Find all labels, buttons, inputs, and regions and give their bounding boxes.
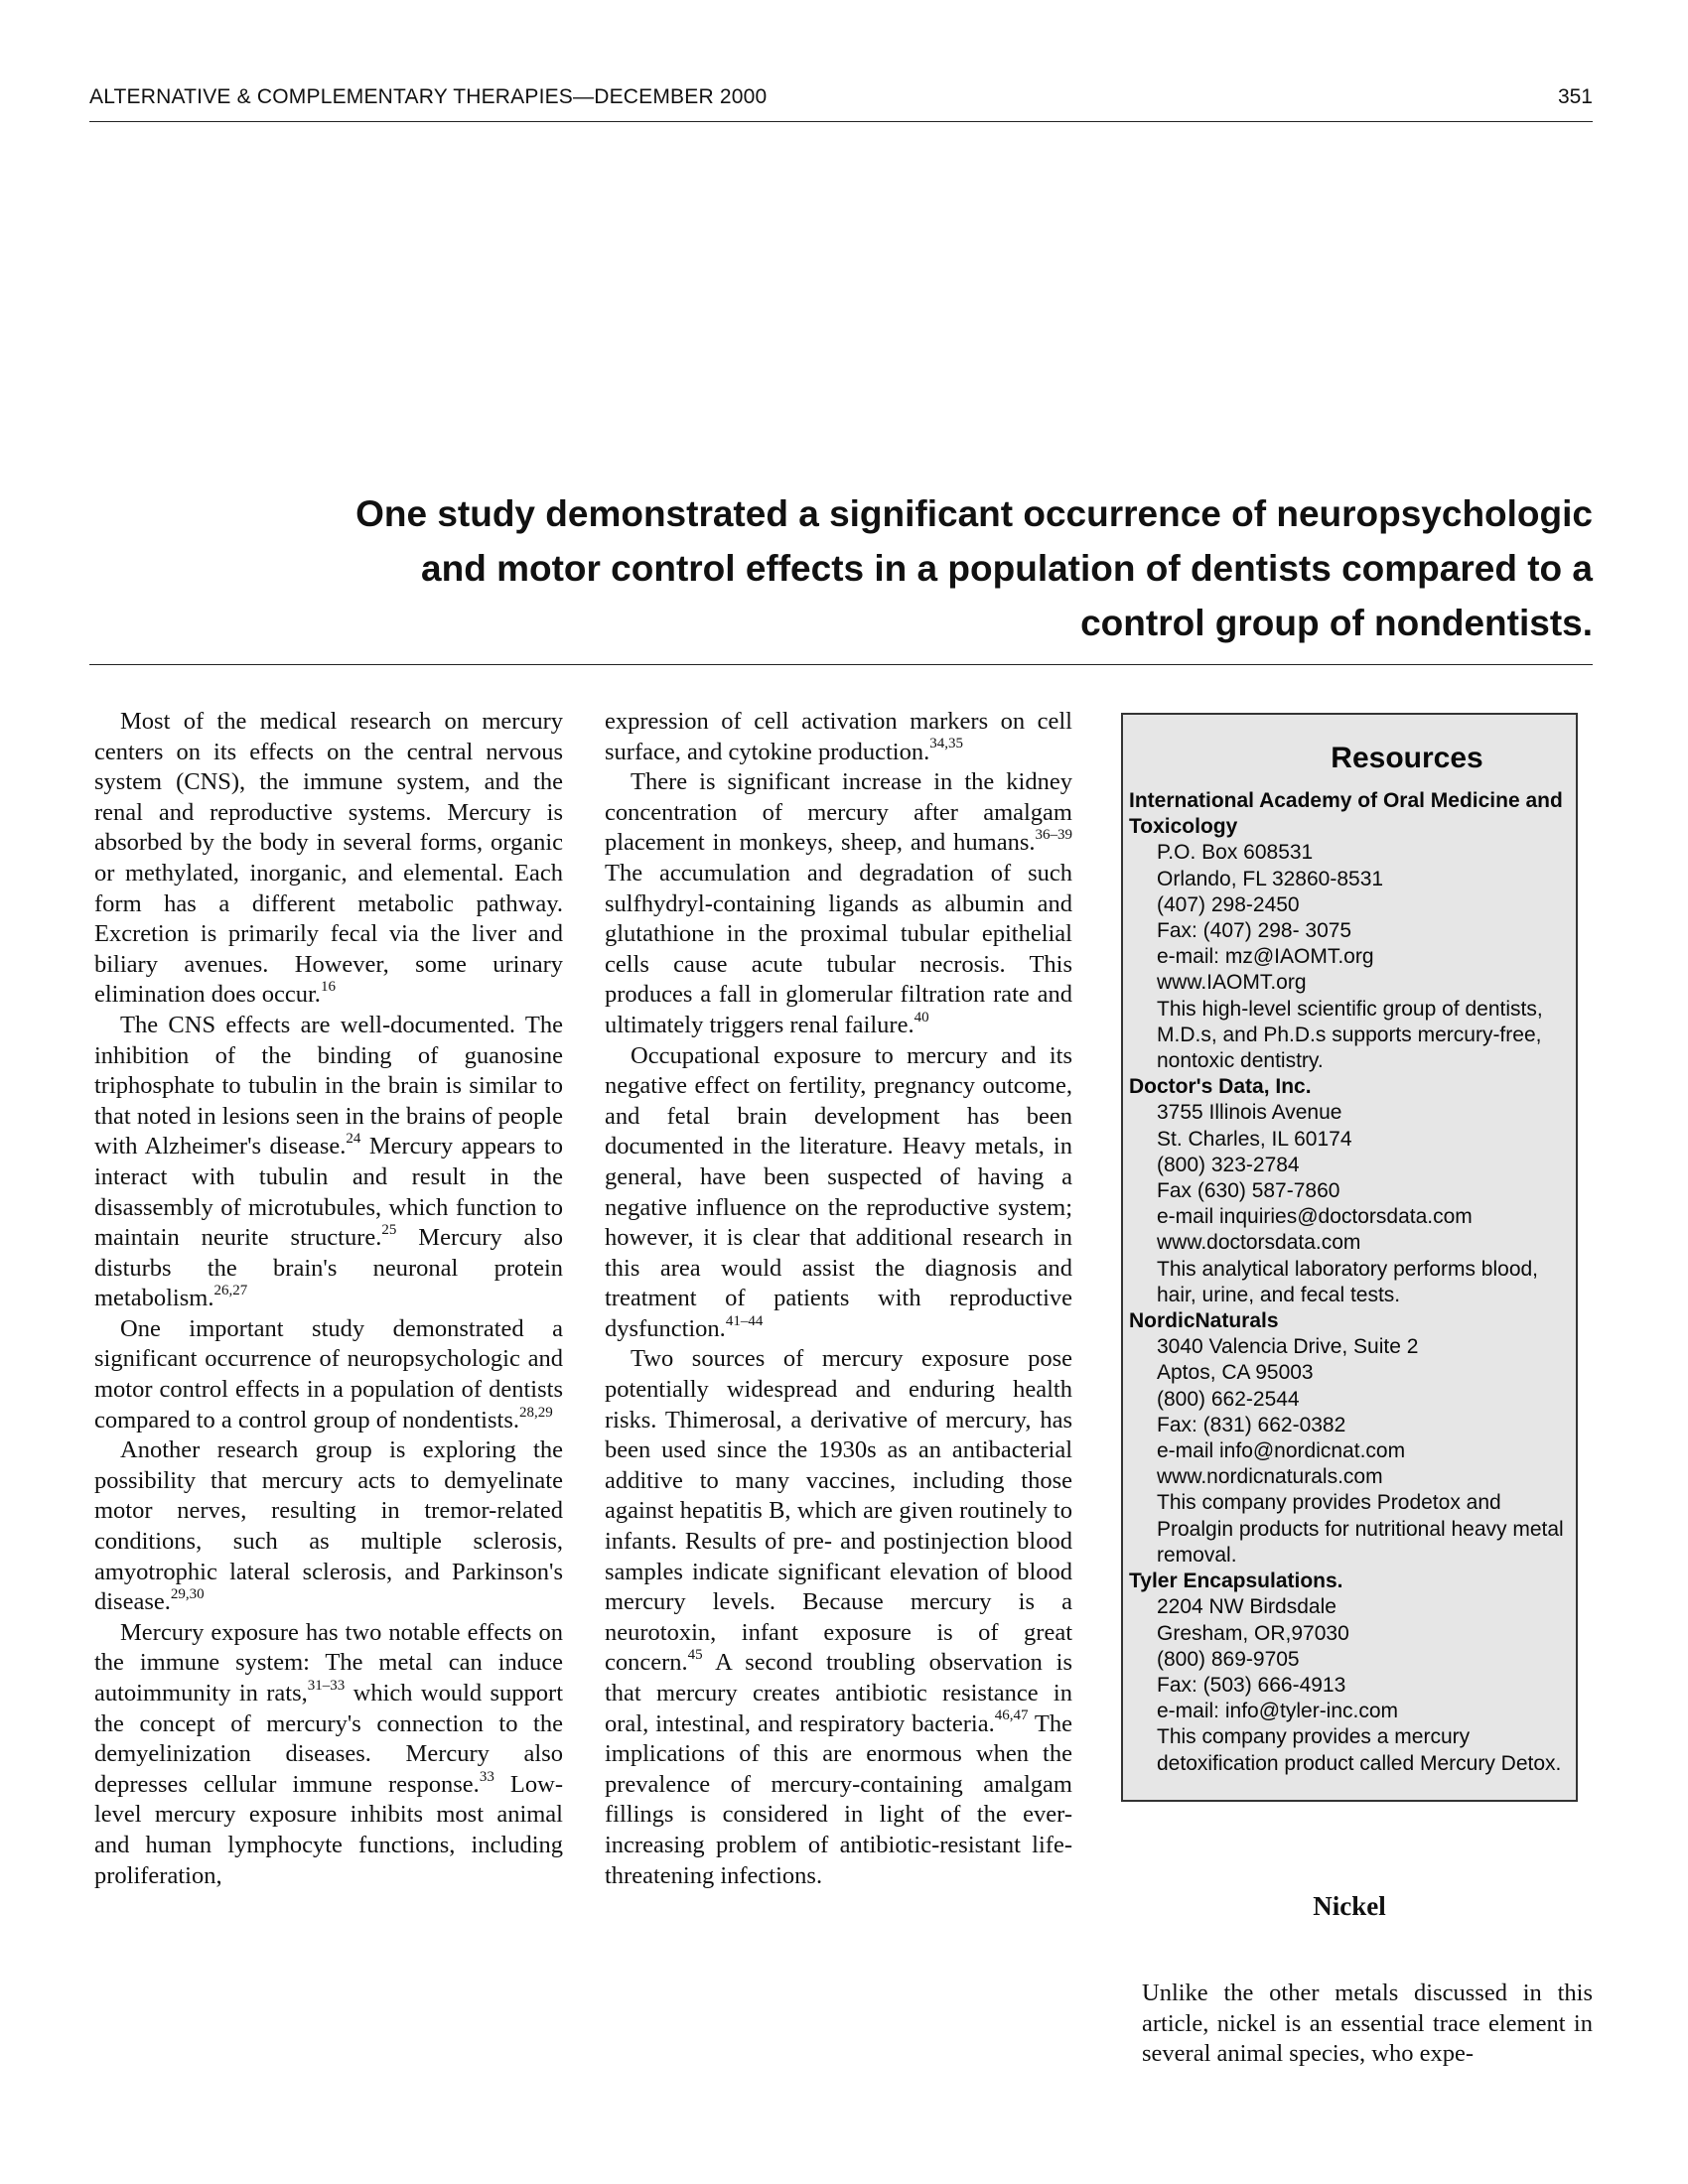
paragraph: Most of the medical research on mercury centers on its effects on the central nervous system (CNS), the immune system, and the renal and reproductive systems. Mercury is absorbed by the body in several forms, organic or methylated, inorganic, and elemental. Each form has a different metabolic pathway. Excretion is primarily fecal via the liver and biliary avenues. However, some urinary elimination does occur.$^{16}$ xyxy=(94,708,563,1009)
org-name: International Academy of Oral Medicine and Toxicology xyxy=(1129,789,1563,839)
org-address-line: 2204 NW Birdsdale xyxy=(1157,1595,1336,1619)
paragraph: There is significant increase in the kidney concentration of mercury after amalgam placement in monkeys, sheep, and humans.$^{36-39}$ The accumulation and degradation of such sulfhydryl-containing ligands as albumin and glutathione in the proximal tubular epithelial cells cause acute tubular necrosis. This produces a fall in glomerular filtration rate and ultimately triggers renal failure.$^{40}$ xyxy=(605,768,1072,1038)
resource-org xyxy=(1129,1074,1566,1308)
org-description: This company provides a mercury detoxification product called Mercury Detox. xyxy=(1157,1725,1562,1775)
org-description: This company provides Prodetox and Proalgin products for nutritional heavy metal removal. xyxy=(1157,1491,1564,1567)
org-address-line: 3040 Valencia Drive, Suite 2 xyxy=(1157,1335,1419,1359)
org-fax: Fax: (503) 666-4913 xyxy=(1157,1673,1346,1697)
org-description: This analytical laboratory performs blood, hair, urine, and fecal tests. xyxy=(1157,1257,1539,1306)
org-website: www.nordicnaturals.com xyxy=(1157,1465,1383,1489)
org-address-line: Gresham, OR,97030 xyxy=(1157,1621,1349,1645)
paragraph: Two sources of mercury exposure pose potentially widespread and enduring health risks. Thimerosal, a derivative of mercury, has been used since the 1930s as an antibacterial additive to many vaccines, including those against hepatitis B, which are given routinely to infants. Results of pre- and postinjection blood samples indicate significant elevation of blood mercury levels. Because mercury is a neurotoxin, infant exposure is of great concern.$^{45}$ A second troubling observation is that mercury creates antibiotic resistance in oral, intestinal, and respiratory bacteria.$^{46,47}$ The implications of this are enormous when the prevalence of mercury-containing amalgam fillings is considered in light of the ever-increasing problem of antibiotic-resistant life-threatening infections. xyxy=(605,1345,1072,1889)
org-name: Doctor's Data, Inc. xyxy=(1129,1075,1312,1099)
body-column-left xyxy=(94,707,563,1891)
paragraph: The CNS effects are well-documented. The inhibition of the binding of guanosine triphosphate to tubulin in the brain is similar to that noted in lesions seen in the brains of people with Alzheimer's disease.$^{24}$ Mercury appears to interact with tubulin and result in the disassembly of microtubules, which function to maintain neurite structure.$^{25}$ Mercury also disturbs the brain's neuronal protein metabolism.$^{26,27}$ xyxy=(94,1011,563,1312)
org-website: www.doctorsdata.com xyxy=(1157,1231,1361,1255)
org-phone: (800) 869-9705 xyxy=(1157,1647,1300,1671)
pull-quote-divider xyxy=(89,664,1593,665)
org-fax: Fax (630) 587-7860 xyxy=(1157,1179,1340,1203)
nickel-paragraph xyxy=(1142,1979,1593,2070)
org-email: e-mail: mz@IAOMT.org xyxy=(1157,945,1374,969)
org-phone: (800) 662-2544 xyxy=(1157,1387,1300,1411)
resource-org xyxy=(1129,1569,1566,1777)
paragraph: One important study demonstrated a significant occurrence of neuropsychologic and motor control effects in a population of dentists compared to a control group of nondentists.$^{28,29}$ xyxy=(94,1314,563,1433)
resources-title: Resources xyxy=(1331,742,1483,774)
running-header xyxy=(89,81,1593,122)
org-address-line: St. Charles, IL 60174 xyxy=(1157,1127,1352,1151)
resource-org xyxy=(1129,788,1566,1074)
org-fax: Fax: (407) 298- 3075 xyxy=(1157,919,1352,943)
org-phone: (800) 323-2784 xyxy=(1157,1153,1300,1176)
org-description: This high-level scientific group of dentists, M.D.s, and Ph.D.s supports mercury-free, nontoxic dentistry. xyxy=(1157,997,1543,1073)
resource-org xyxy=(1129,1308,1566,1569)
paragraph: Mercury exposure has two notable effects on the immune system: The metal can induce autoimmunity in rats,$^{31-33}$ which would support the concept of mercury's connection to the demyelinization diseases. Mercury also depresses cellular immune response.$^{33}$ Low-level mercury exposure inhibits most animal and human lymphocyte functions, including proliferation, xyxy=(94,1618,563,1889)
journal-title: ALTERNATIVE & COMPLEMENTARY THERAPIES—DECEMBER 2000 xyxy=(89,85,768,108)
paragraph: Another research group is exploring the possibility that mercury acts to demyelinate motor nerves, resulting in tremor-related conditions, such as multiple sclerosis, amyotrophic lateral sclerosis, and Parkinson's disease.$^{29,30}$ xyxy=(94,1436,563,1616)
org-name: NordicNaturals xyxy=(1129,1309,1279,1333)
body-column-middle xyxy=(605,707,1072,1891)
org-email: e-mail info@nordicnat.com xyxy=(1157,1439,1406,1463)
org-email: e-mail: info@tyler-inc.com xyxy=(1157,1700,1399,1723)
org-address-line: P.O. Box 608531 xyxy=(1157,841,1314,865)
pull-quote: One study demonstrated a significant occurrence of neuropsychologic and motor control effects in a population of dentists compared to a control group of nondentists. xyxy=(355,493,1593,643)
paragraph: expression of cell activation markers on cell surface, and cytokine production.$^{34,35}$ xyxy=(605,708,1072,765)
org-address-line: Orlando, FL 32860-8531 xyxy=(1157,867,1384,890)
org-email: e-mail inquiries@doctorsdata.com xyxy=(1157,1205,1473,1229)
org-address-line: 3755 Illinois Avenue xyxy=(1157,1101,1342,1125)
org-fax: Fax: (831) 662-0382 xyxy=(1157,1413,1346,1436)
org-address-line: Aptos, CA 95003 xyxy=(1157,1361,1314,1385)
section-heading-nickel: Nickel xyxy=(1313,1891,1386,1921)
paragraph: Unlike the other metals discussed in this article, nickel is an essential trace element in several animal species, who expe- xyxy=(1142,1979,1593,2068)
org-name: Tyler Encapsulations. xyxy=(1129,1570,1343,1593)
page-number: 351 xyxy=(1557,85,1593,108)
resources-sidebar xyxy=(1121,713,1578,1802)
org-phone: (407) 298-2450 xyxy=(1157,892,1300,916)
paragraph: Occupational exposure to mercury and its negative effect on fertility, pregnancy outcome, and fetal brain development has been documented in the literature. Heavy metals, in general, have been suspected of having a negative influence on the reproductive system; however, it is clear that additional research in this area would assist the diagnosis and treatment of patients with reproductive dysfunction.$^{41-44}$ xyxy=(605,1041,1072,1342)
org-website: www.IAOMT.org xyxy=(1157,971,1307,995)
